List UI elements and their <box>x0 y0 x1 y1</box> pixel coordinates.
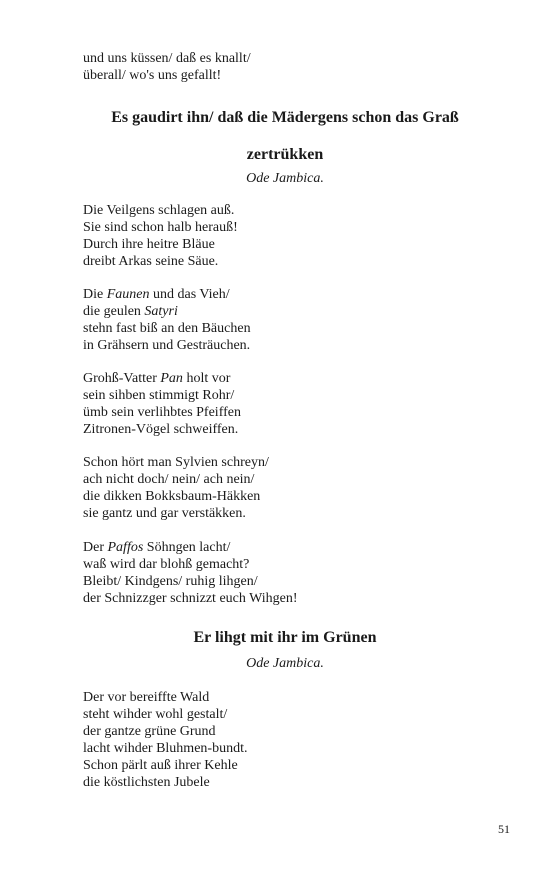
verse-line: stehn fast biß an den Bäuchen <box>83 321 251 336</box>
poem1-stanza-1 <box>83 202 238 270</box>
verse-line: Bleibt/ Kindgens/ ruhig lihgen/ <box>83 574 258 589</box>
poem2-title: Er lihgt mit ihr im Grünen <box>193 629 377 646</box>
verse-line: Schon pärlt auß ihrer Kehle <box>83 758 238 773</box>
verse-line: ach nicht doch/ nein/ ach nein/ <box>83 472 255 487</box>
verse-line: die köstlichsten Jubele <box>83 775 210 790</box>
verse-line: die geulen Satyri <box>83 304 178 319</box>
italic-name: Satyri <box>144 304 178 319</box>
page-number: 51 <box>498 822 510 836</box>
verse-line: sein sihben stimmigt Rohr/ <box>83 388 235 403</box>
verse-line: in Grähsern und Gesträuchen. <box>83 338 251 353</box>
poem1-stanza-5 <box>83 539 298 607</box>
verse-line: Der vor bereiffte Wald <box>83 690 210 705</box>
verse-line: Grohß-Vatter Pan holt vor <box>83 371 231 386</box>
poem1-title-line2: zertrükken <box>246 146 324 163</box>
verse-line: Die Veilgens schlagen auß. <box>83 203 235 218</box>
poem1-stanza-4 <box>83 454 269 522</box>
poem1-subtitle: Ode Jambica. <box>246 171 324 186</box>
verse-line: sie gantz und gar verstäkken. <box>83 506 246 521</box>
poem1-stanza-3 <box>83 370 241 438</box>
verse-line: überall/ wo's uns gefallt! <box>83 68 222 83</box>
verse-line: Sie sind schon halb herauß! <box>83 220 238 235</box>
poem2-stanza-1 <box>83 689 247 791</box>
verse-line: lacht wihder Bluhmen-bundt. <box>83 741 248 756</box>
verse-line: Schon hört man Sylvien schreyn/ <box>83 455 269 470</box>
poem1-stanza-2 <box>83 286 251 354</box>
verse-line: ümb sein verlihbtes Pfeiffen <box>83 405 241 420</box>
verse-line: Die Faunen und das Vieh/ <box>83 287 230 302</box>
verse-line: steht wihder wohl gestalt/ <box>83 707 228 722</box>
opening-stanza <box>83 50 251 84</box>
verse-line: Zitronen-Vögel schweiffen. <box>83 422 239 437</box>
verse-line: Durch ihre heitre Bläue <box>83 237 215 252</box>
poem2-subtitle: Ode Jambica. <box>246 656 324 671</box>
verse-line: waß wird dar blohß gemacht? <box>83 557 250 572</box>
italic-name: Pan <box>160 371 183 386</box>
poem1-title-line1: Es gaudirt ihn/ daß die Mädergens schon das Graß <box>111 109 459 126</box>
verse-line: die dikken Bokksbaum-Häkken <box>83 489 261 504</box>
verse-line: der Schnizzger schnizzt euch Wihgen! <box>83 591 298 606</box>
verse-line: der gantze grüne Grund <box>83 724 216 739</box>
verse-line: Der Paffos Söhngen lacht/ <box>83 540 231 555</box>
verse-line: und uns küssen/ daß es knallt/ <box>83 51 251 66</box>
verse-line: dreibt Arkas seine Säue. <box>83 254 219 269</box>
italic-name: Faunen <box>106 287 150 302</box>
italic-name: Paffos <box>107 540 144 555</box>
